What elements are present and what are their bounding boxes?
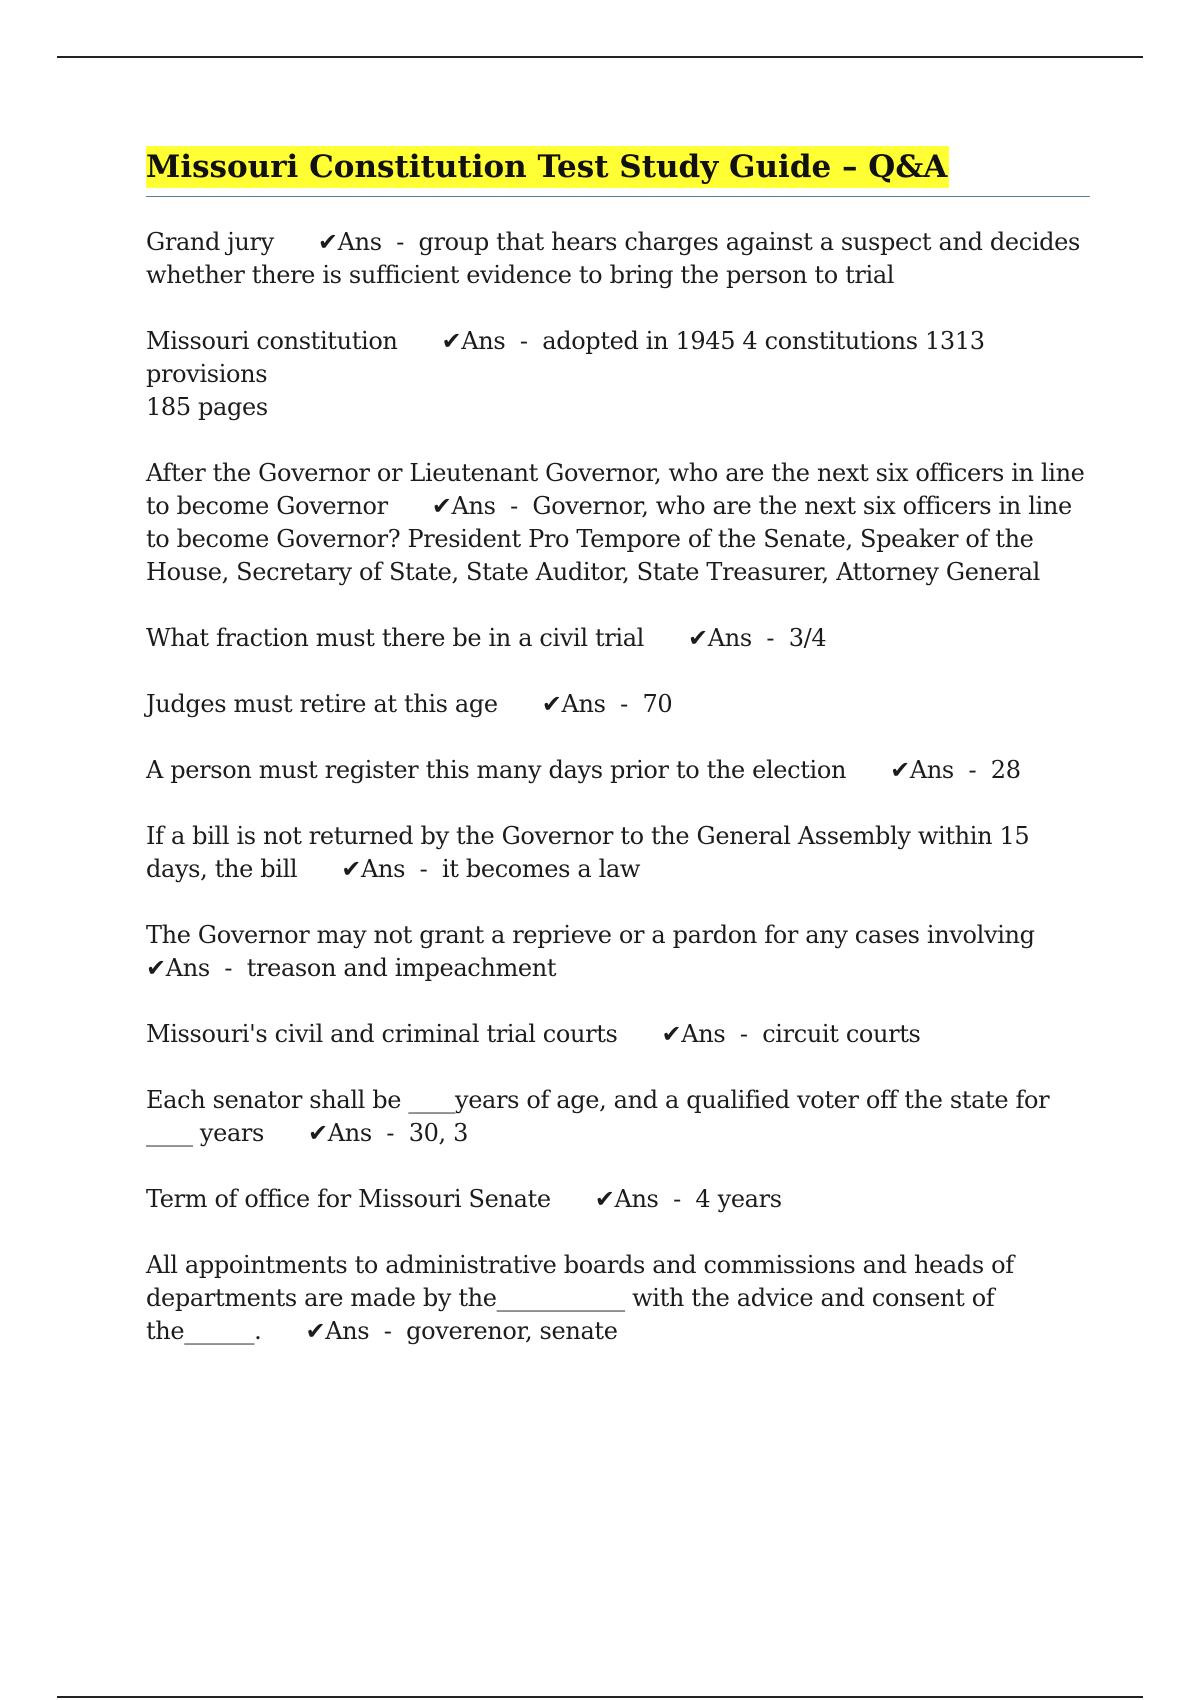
question-text: Grand jury [146, 228, 274, 256]
answer-text: adopted in 1945 4 constitutions 1313 provisions 185 pages [146, 327, 985, 421]
answer-marker: ✔Ans - [594, 1185, 696, 1213]
qa-item [146, 1084, 1090, 1150]
answer-marker: ✔Ans - [661, 1020, 763, 1048]
question-text: If a bill is not returned by the Governor to the General Assembly within 15 days, the bill [146, 822, 1030, 883]
question-text: What fraction must there be in a civil trial [146, 624, 645, 652]
answer-text: treason and impeachment [246, 954, 557, 982]
qa-item [146, 820, 1090, 886]
question-text: Judges must retire at this age [146, 690, 498, 718]
qa-item [146, 325, 1090, 424]
qa-item [146, 622, 1090, 655]
qa-item [146, 1018, 1090, 1051]
answer-marker: ✔Ans - [317, 228, 419, 256]
answer-marker: ✔Ans - [890, 756, 991, 784]
answer-text: it becomes a law [441, 855, 641, 883]
answer-text: 4 years [695, 1185, 782, 1213]
answer-marker: ✔Ans - [305, 1317, 407, 1345]
answer-text: 70 [642, 690, 673, 718]
question-text: Term of office for Missouri Senate [146, 1185, 551, 1213]
answer-text: group that hears charges against a suspect and decides whether there is sufficient evidence to bring the person to trial [146, 228, 1080, 289]
question-text: Missouri constitution [146, 327, 398, 355]
question-text: The Governor may not grant a reprieve or a pardon for any cases involving [146, 921, 1035, 949]
footer-rule [57, 1696, 1143, 1698]
qa-item [146, 688, 1090, 721]
question-text: Missouri's civil and criminal trial courts [146, 1020, 618, 1048]
question-text: All appointments to administrative boards and commissions and heads of departments are made by the___________ with the advice and consent of the______. [146, 1251, 1014, 1345]
qa-item [146, 1183, 1090, 1216]
answer-marker: ✔Ans - [441, 327, 543, 355]
answer-marker: ✔Ans - [341, 855, 442, 883]
header-rule [57, 56, 1143, 58]
answer-text: circuit courts [762, 1020, 921, 1048]
qa-item [146, 1249, 1090, 1348]
document-title: Missouri Constitution Test Study Guide – Q&A [146, 146, 949, 188]
answer-text: 30, 3 [408, 1119, 469, 1147]
question-text: Each senator shall be ____years of age, and a qualified voter off the state for ____ years [146, 1086, 1050, 1147]
answer-marker: ✔Ans - [541, 690, 643, 718]
answer-marker: ✔Ans - [308, 1119, 409, 1147]
answer-text: 3/4 [788, 624, 827, 652]
answer-marker: ✔Ans - [146, 954, 247, 982]
qa-item [146, 457, 1090, 589]
qa-item [146, 919, 1090, 985]
document-body [146, 146, 1090, 1381]
answer-text: goverenor, senate [406, 1317, 618, 1345]
title-block [146, 146, 1090, 197]
answer-text: 28 [990, 756, 1021, 784]
answer-marker: ✔Ans - [431, 492, 533, 520]
qa-list [146, 226, 1090, 1348]
question-text: A person must register this many days prior to the election [146, 756, 847, 784]
answer-text: Governor, who are the next six officers in line to become Governor? President Pro Tempore of the Senate, Speaker of the House, Secretary of State, State Auditor, State Treasurer, Attorney General [146, 492, 1072, 586]
qa-item [146, 226, 1090, 292]
qa-item [146, 754, 1090, 787]
answer-marker: ✔Ans - [688, 624, 789, 652]
question-text: After the Governor or Lieutenant Governor, who are the next six officers in line to become Governor [146, 459, 1085, 520]
